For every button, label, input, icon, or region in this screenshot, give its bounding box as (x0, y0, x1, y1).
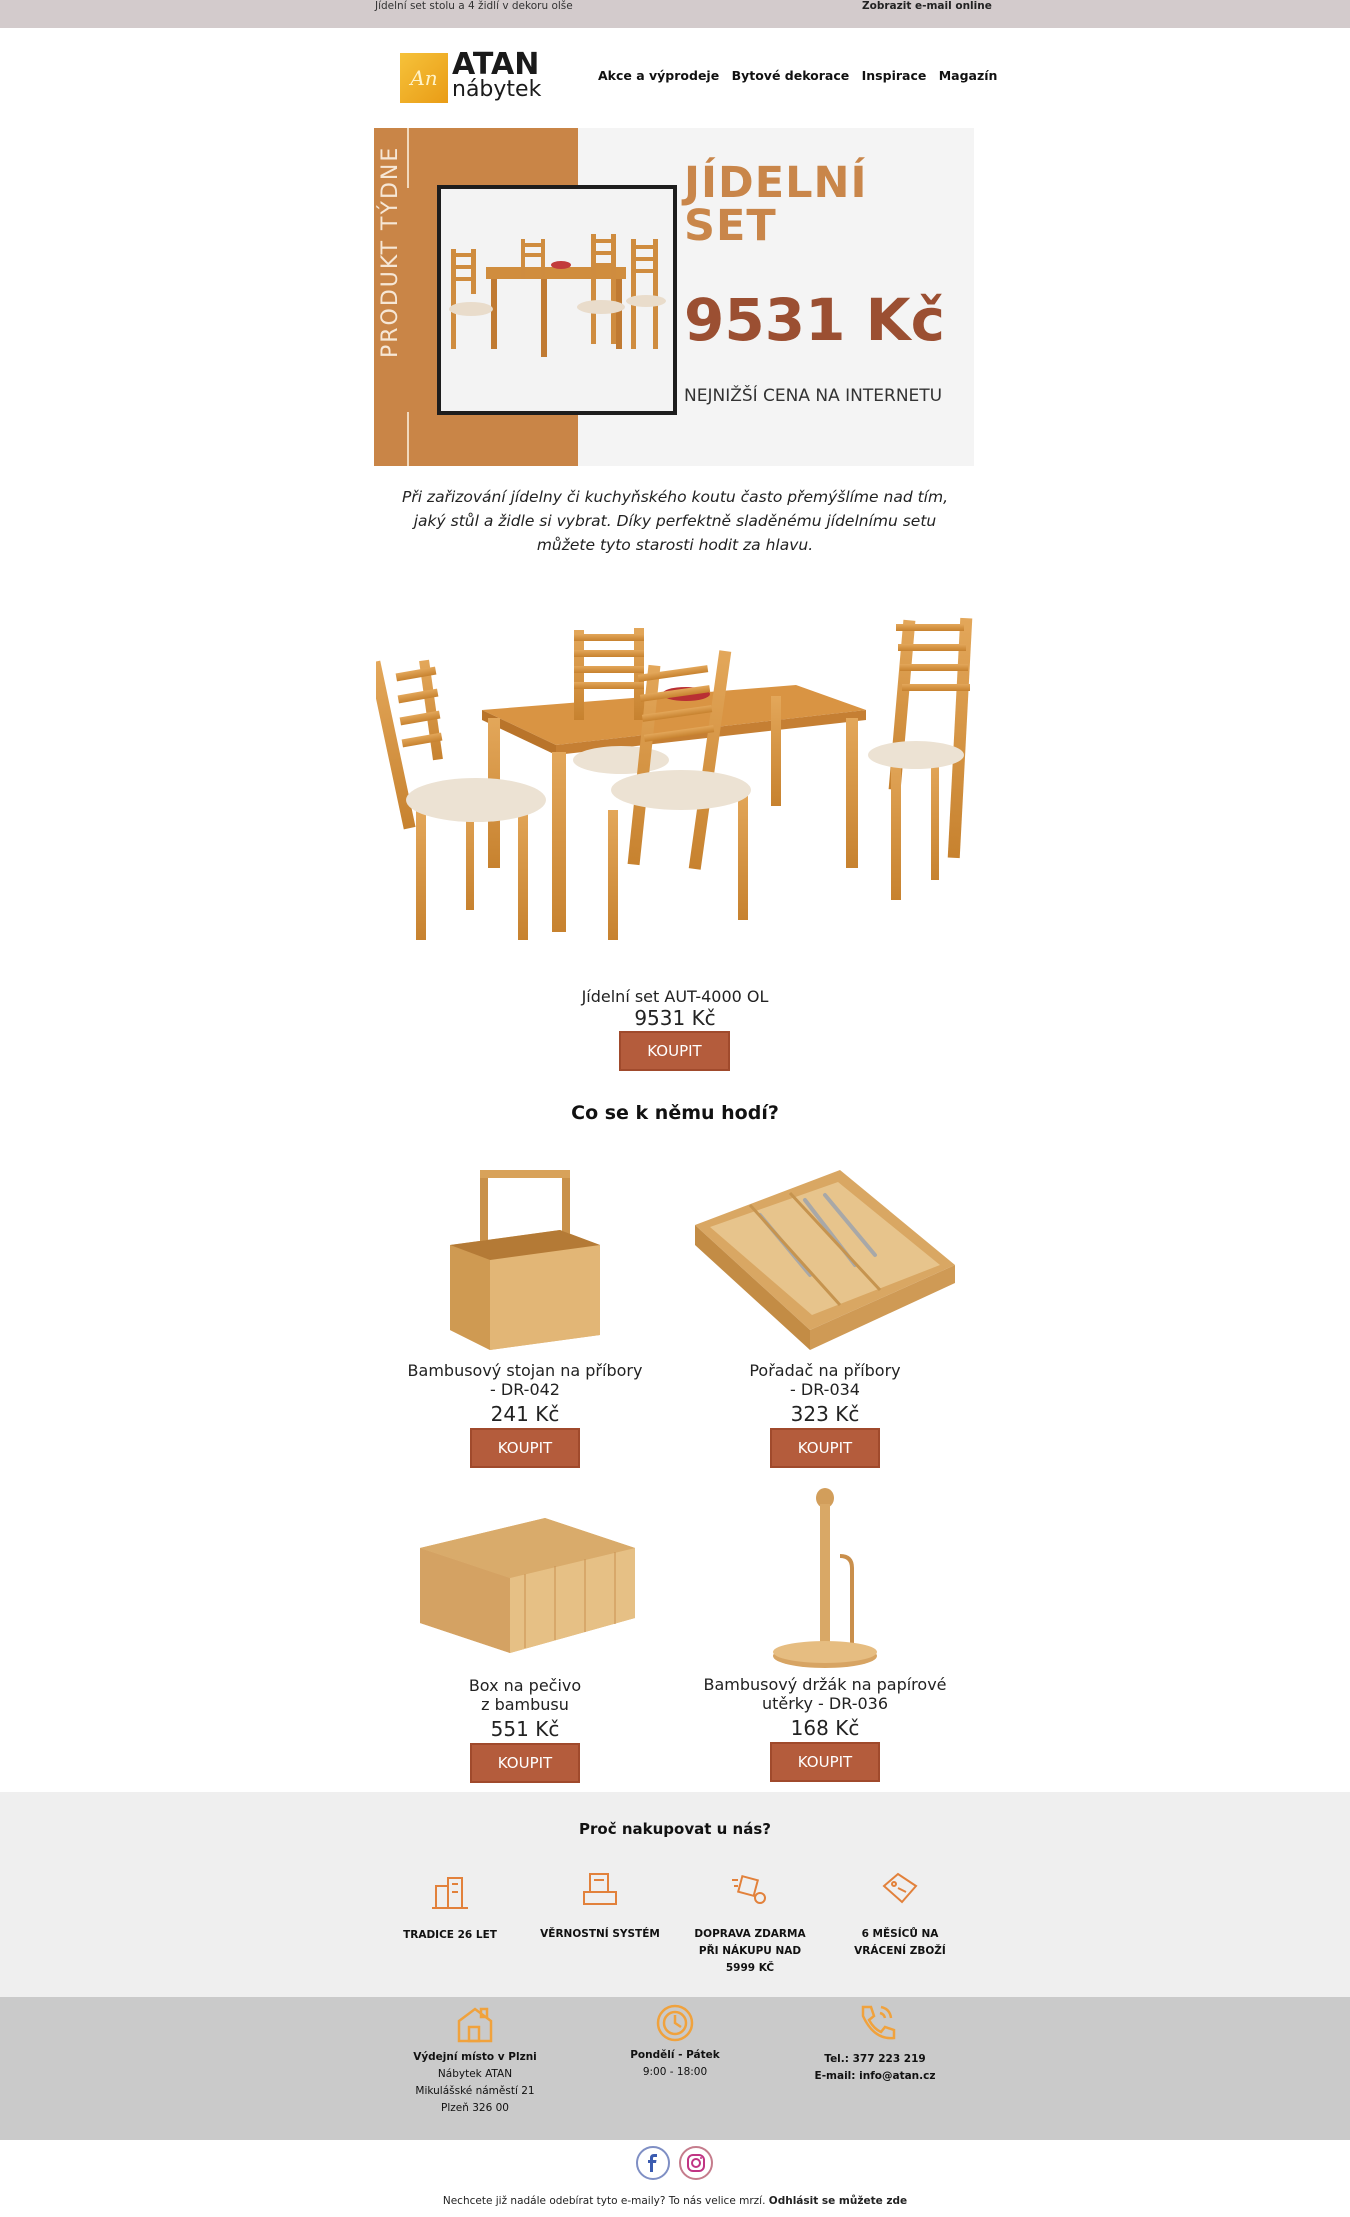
phone-icon (853, 2001, 897, 2045)
why-item-loyalty-line1: VĚRNOSTNÍ SYSTÉM (540, 1928, 660, 1940)
hero-title-line2: SET (684, 201, 777, 251)
buy-button-related-1[interactable]: KOUPIT (470, 1428, 580, 1468)
hero-title (684, 158, 868, 251)
view-online-link[interactable]: Zobrazit e-mail online (862, 0, 992, 12)
logo-text-nabytek: nábytek (452, 77, 542, 102)
instagram-icon[interactable] (679, 2146, 713, 2180)
facebook-glyph (638, 2148, 668, 2178)
main-nav (598, 68, 1005, 83)
paper-towel-holder-image[interactable] (760, 1486, 890, 1671)
atan-logo[interactable] (400, 47, 552, 106)
product-of-week-label: PRODUKT TÝDNE (378, 145, 403, 358)
paper-towel-holder-illustration (760, 1486, 890, 1671)
buy-button-main[interactable]: KOUPIT (619, 1031, 730, 1071)
cutlery-tray-image[interactable] (690, 1165, 960, 1355)
related-1-name[interactable] (365, 1361, 685, 1399)
email-address[interactable]: E-mail: info@atan.cz (814, 2070, 936, 2082)
contact-info (765, 2051, 985, 2085)
unsubscribe-footer (0, 2195, 1350, 2207)
related-3-name-line1: Box na pečivo (468, 1676, 582, 1695)
hero-price: 9531 Kč (684, 286, 945, 354)
top-bar (0, 0, 1350, 28)
nav-item-akce[interactable]: Akce a výprodeje (598, 68, 720, 83)
preheader-text: Jídelní set stolu a 4 židlí v dekoru olše (375, 0, 573, 12)
cutlery-stand-image[interactable] (440, 1165, 610, 1355)
related-4-price: 168 Kč (790, 1716, 860, 1740)
nav-item-inspirace[interactable]: Inspirace (861, 68, 927, 83)
why-item-free-delivery-line1: DOPRAVA ZDARMA (694, 1928, 806, 1940)
dining-set-small-illustration (441, 189, 673, 411)
pickup-line3: Plzeň 326 00 (441, 2102, 509, 2114)
why-item-returns-line1: 6 MĚSÍCŮ NA (861, 1928, 939, 1940)
why-item-free-delivery-line3: 5999 KČ (725, 1962, 775, 1974)
logo-mark: An (400, 53, 448, 103)
related-4-name-line1: Bambusový držák na papírové (703, 1675, 947, 1694)
related-4-name-line2: utěrky - DR-036 (761, 1694, 889, 1713)
why-item-returns (830, 1926, 970, 1960)
facebook-icon[interactable] (636, 2146, 670, 2180)
clock-icon (653, 2001, 697, 2045)
why-shop-title: Proč nakupovat u nás? (579, 1820, 771, 1838)
hero-title-line1: JÍDELNÍ (684, 158, 868, 208)
hours-title: Pondělí - Pátek (630, 2049, 720, 2061)
intro-text: Při zařizování jídelny či kuchyňského koutu často přemýšlíme nad tím, jaký stůl a židle si vybrat. Díky perfektně sladěnému jídelnímu setu můžete tyto starosti hodit za hlavu. (401, 488, 948, 554)
why-shop-section (0, 1792, 1350, 1997)
nav-item-dekorace[interactable]: Bytové dekorace (731, 68, 850, 83)
pickup-line2: Mikulášské náměstí 21 (415, 2085, 535, 2097)
related-4-name[interactable] (665, 1675, 985, 1713)
contact-section (0, 1997, 1350, 2140)
store-icon (453, 2003, 497, 2047)
buy-button-related-4[interactable]: KOUPIT (770, 1742, 880, 1782)
unsubscribe-text: Nechcete již nadále odebírat tyto e-maily? To nás velice mrzí. (442, 2195, 766, 2207)
hero-product-image (437, 185, 677, 415)
related-1-price: 241 Kč (490, 1402, 560, 1426)
why-item-free-delivery-line2: PŘI NÁKUPU NAD (698, 1945, 802, 1957)
why-item-loyalty (530, 1926, 670, 1943)
dining-set-image[interactable] (376, 610, 976, 960)
dining-set-illustration (376, 610, 976, 960)
related-1-name-line2: - DR-042 (490, 1380, 560, 1399)
unsubscribe-link[interactable]: Odhlásit se můžete zde (768, 2195, 908, 2207)
phone-number[interactable]: Tel.: 377 223 219 (824, 2053, 926, 2065)
related-3-price: 551 Kč (490, 1717, 560, 1741)
delivery-icon (730, 1870, 770, 1910)
why-item-free-delivery (680, 1926, 820, 1977)
related-2-price: 323 Kč (790, 1402, 860, 1426)
hours-line1: 9:00 - 18:00 (642, 2066, 708, 2078)
why-item-tradition (380, 1927, 520, 1944)
cutlery-stand-illustration (440, 1165, 610, 1355)
register-icon (580, 1870, 620, 1910)
main-product-name[interactable]: Jídelní set AUT-4000 OL (581, 987, 769, 1006)
pickup-line1: Nábytek ATAN (437, 2068, 513, 2080)
pickup-title: Výdejní místo v Plzni (413, 2051, 537, 2063)
hero-banner[interactable] (374, 128, 974, 466)
related-2-name-line2: - DR-034 (790, 1380, 860, 1399)
instagram-glyph (681, 2148, 711, 2178)
bread-box-image[interactable] (415, 1508, 640, 1658)
why-item-returns-line2: VRÁCENÍ ZBOŽÍ (854, 1945, 946, 1957)
bread-box-illustration (415, 1508, 640, 1658)
related-3-name-line2: z bambusu (481, 1695, 569, 1714)
buy-button-related-3[interactable]: KOUPIT (470, 1743, 580, 1783)
nav-item-magazin[interactable]: Magazín (938, 68, 998, 83)
hero-band-line-bottom (407, 412, 409, 466)
cutlery-tray-illustration (690, 1165, 960, 1355)
buy-button-related-2[interactable]: KOUPIT (770, 1428, 880, 1468)
related-2-name[interactable] (665, 1361, 985, 1399)
related-3-name[interactable] (365, 1676, 685, 1714)
hero-band-line-top (407, 128, 409, 188)
related-2-name-line1: Pořadač na příbory (749, 1361, 901, 1380)
why-item-tradition-line1: TRADICE 26 LET (403, 1929, 497, 1941)
opening-hours (565, 2047, 785, 2081)
related-heading: Co se k němu hodí? (571, 1102, 779, 1124)
buildings-icon (430, 1872, 470, 1912)
main-product-price: 9531 Kč (634, 1006, 716, 1030)
related-1-name-line1: Bambusový stojan na příbory (407, 1361, 643, 1380)
tag-icon (880, 1870, 920, 1910)
logo-text-atan: ATAN (452, 47, 540, 82)
pickup-info (365, 2049, 585, 2117)
hero-tagline: NEJNIŽŠÍ CENA NA INTERNETU (684, 386, 943, 406)
